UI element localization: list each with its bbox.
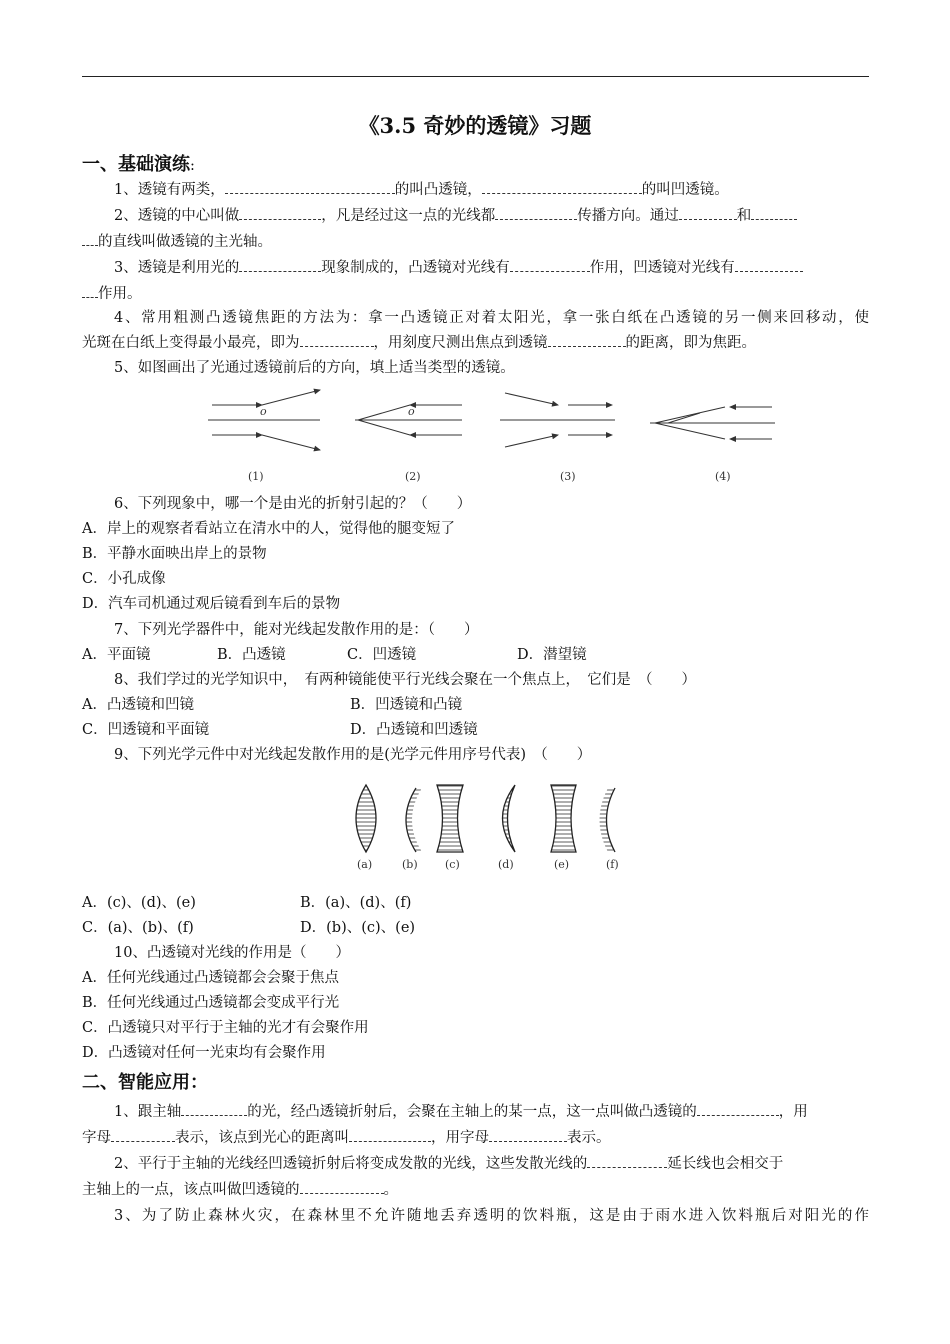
figure-label: (2) bbox=[405, 470, 421, 483]
question-7: 7、下列光学器件中，能对光线起发散作用的是：（ ） bbox=[114, 622, 479, 638]
question-4: 4、常用粗测凸透镜焦距的方法为：拿一凸透镜正对着太阳光，拿一张白纸在凸透镜的另一侧来回移动，使 bbox=[114, 310, 869, 326]
option[interactable]: B．平静水面映出岸上的景物 bbox=[82, 546, 267, 562]
figure-label: (d) bbox=[498, 858, 514, 871]
top-rule bbox=[82, 76, 869, 77]
application-question-1-cont: 字母 表示，该点到光心的距离叫 ，用字母 表示。 bbox=[82, 1127, 869, 1149]
option[interactable]: A．凸透镜和凹镜 bbox=[82, 697, 194, 713]
option[interactable]: C．凸透镜只对平行于主轴的光才有会聚作用 bbox=[82, 1020, 369, 1036]
section-heading-2: 二、智能应用： bbox=[82, 1072, 208, 1093]
application-question-1: 1、跟主轴 的光，经凸透镜折射后，会聚在主轴上的某一点，这一点叫做凸透镜的 ，用 bbox=[82, 1101, 869, 1123]
question-1: 1、透镜有两类， 的叫凸透镜， 的叫凹透镜。 bbox=[82, 179, 869, 201]
section-heading-1: 一、基础演练: bbox=[82, 154, 195, 175]
answer-blank[interactable] bbox=[587, 1153, 667, 1168]
option[interactable]: C．(a)、(b)、(f) bbox=[82, 920, 194, 936]
optical-center-label: o bbox=[408, 405, 415, 418]
figure-label: (4) bbox=[715, 470, 731, 483]
application-question-2-cont: 主轴上的一点，该点叫做凹透镜的 。 bbox=[82, 1179, 869, 1201]
question-4-cont: 光斑在白纸上变得最小最亮，即为 ，用刻度尺测出焦点到透镜 的距离，即为焦距。 bbox=[82, 332, 869, 354]
answer-blank[interactable] bbox=[510, 257, 590, 272]
options-row bbox=[82, 694, 869, 716]
answer-blank[interactable] bbox=[495, 205, 577, 220]
answer-blank[interactable] bbox=[82, 231, 98, 246]
option[interactable]: B．凹透镜和凸镜 bbox=[350, 697, 463, 713]
options-row bbox=[82, 892, 869, 914]
answer-blank[interactable] bbox=[482, 179, 642, 194]
answer-blank[interactable] bbox=[239, 205, 321, 220]
question-6: 6、下列现象中，哪一个是由光的折射引起的？（ ） bbox=[114, 496, 472, 512]
page-title: 《3.5 奇妙的透镜》习题 bbox=[358, 113, 592, 138]
application-question-2: 2、平行于主轴的光线经凹透镜折射后将变成发散的光线，这些发散光线的 延长线也会相交于 bbox=[82, 1153, 869, 1175]
option[interactable]: A．岸上的观察者看站立在清水中的人，觉得他的腿变短了 bbox=[82, 521, 455, 537]
answer-blank[interactable] bbox=[697, 1101, 779, 1116]
options-row bbox=[82, 917, 869, 939]
lens-diagram bbox=[340, 780, 640, 875]
light-ray-diagram bbox=[200, 385, 790, 490]
option[interactable]: D．凸透镜对任何一光束均有会聚作用 bbox=[82, 1045, 326, 1061]
optical-center-label: o bbox=[260, 405, 267, 418]
figure-label: (3) bbox=[560, 470, 576, 483]
figure-label: (f) bbox=[606, 858, 619, 871]
answer-blank[interactable] bbox=[349, 1127, 431, 1142]
option[interactable]: B．凸透镜 bbox=[217, 647, 286, 663]
question-10: 10、凸透镜对光线的作用是（ ） bbox=[114, 945, 350, 961]
question-2: 2、透镜的中心叫做 ，凡是经过这一点的光线都 传播方向。通过 和 bbox=[82, 205, 869, 227]
figure-label: (c) bbox=[445, 858, 460, 871]
question-3: 3、透镜是利用光的 现象制成的，凸透镜对光线有 作用，凹透镜对光线有 bbox=[82, 257, 869, 279]
figure-label: (e) bbox=[554, 858, 570, 871]
question-5: 5、如图画出了光通过透镜前后的方向，填上适当类型的透镜。 bbox=[114, 360, 515, 376]
question-2-cont: 的直线叫做透镜的主光轴。 bbox=[82, 231, 869, 253]
option[interactable]: C．小孔成像 bbox=[82, 571, 166, 587]
option[interactable]: A．(c)、(d)、(e) bbox=[82, 895, 196, 911]
option[interactable]: A．任何光线通过凸透镜都会会聚于焦点 bbox=[82, 970, 339, 986]
application-question-3: 3、为了防止森林火灾，在森林里不允许随地丢弃透明的饮料瓶，这是由于雨水进入饮料瓶后对阳光的作 bbox=[114, 1208, 869, 1224]
figure-label: (b) bbox=[402, 858, 418, 871]
answer-blank[interactable] bbox=[82, 283, 98, 298]
question-9: 9、下列光学元件中对光线起发散作用的是(光学元件用序号代表) （ ） bbox=[114, 747, 592, 763]
question-3-cont: 作用。 bbox=[82, 283, 869, 305]
answer-blank[interactable] bbox=[225, 179, 395, 194]
option[interactable]: A．平面镜 bbox=[82, 647, 151, 663]
option[interactable]: D．汽车司机通过观后镜看到车后的景物 bbox=[82, 596, 341, 612]
answer-blank[interactable] bbox=[181, 1101, 247, 1116]
option[interactable]: D．凸透镜和凹透镜 bbox=[350, 722, 478, 738]
answer-blank[interactable] bbox=[300, 1179, 384, 1194]
options-row bbox=[82, 644, 869, 666]
option[interactable]: C．凹透镜 bbox=[347, 647, 417, 663]
answer-blank[interactable] bbox=[679, 205, 737, 220]
answer-blank[interactable] bbox=[735, 257, 803, 272]
answer-blank[interactable] bbox=[111, 1127, 175, 1142]
answer-blank[interactable] bbox=[239, 257, 321, 272]
option[interactable]: D．潜望镜 bbox=[517, 647, 587, 663]
option[interactable]: B．任何光线通过凸透镜都会变成平行光 bbox=[82, 995, 340, 1011]
figure-label: (a) bbox=[357, 858, 373, 871]
answer-blank[interactable] bbox=[489, 1127, 567, 1142]
option[interactable]: B．(a)、(d)、(f) bbox=[300, 895, 412, 911]
answer-blank[interactable] bbox=[548, 332, 626, 347]
options-row bbox=[82, 719, 869, 741]
question-8: 8、我们学过的光学知识中， 有两种镜能使平行光线会聚在一个焦点上， 它们是 （ ） bbox=[114, 672, 696, 688]
answer-blank[interactable] bbox=[300, 332, 374, 347]
figure-label: (1) bbox=[248, 470, 264, 483]
option[interactable]: D．(b)、(c)、(e) bbox=[300, 920, 416, 936]
answer-blank[interactable] bbox=[751, 205, 797, 220]
option[interactable]: C．凹透镜和平面镜 bbox=[82, 722, 210, 738]
